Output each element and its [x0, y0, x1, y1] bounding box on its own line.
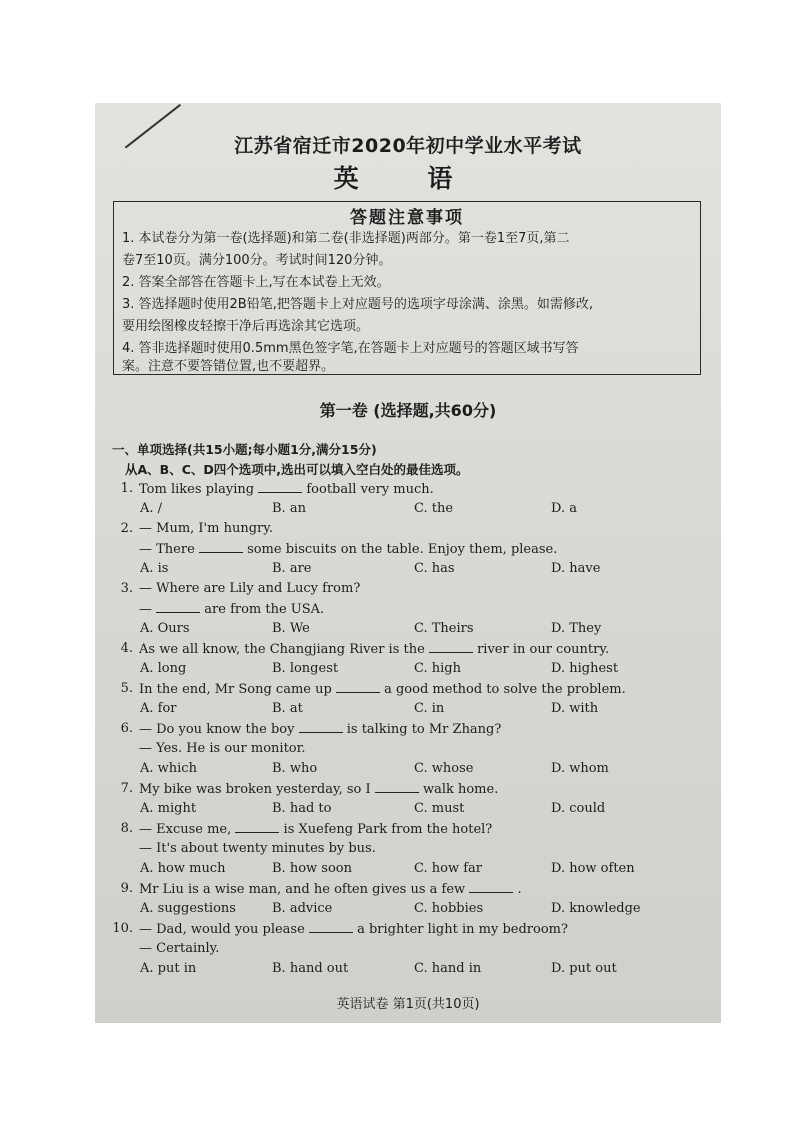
question-text [139, 481, 434, 497]
question-text [139, 541, 557, 557]
answer-blank [258, 481, 302, 493]
question-segment: is talking to Mr Zhang? [346, 722, 502, 737]
section-title: 第一卷 (选择题,共60分) [319, 401, 497, 420]
option-d: D. with [551, 701, 599, 716]
answer-blank [235, 821, 279, 833]
option-d: D. how often [551, 861, 635, 876]
question-text [139, 741, 306, 756]
question-number: 1. [120, 481, 133, 496]
option-b: B. are [272, 561, 312, 576]
notice-line: 2. 答案全部答在答题卡上,写在本试卷上无效。 [122, 275, 390, 290]
question-number: 2. [120, 521, 133, 536]
answer-blank [299, 721, 343, 733]
question-segment: walk home. [422, 782, 499, 797]
question-segment: — There [139, 542, 195, 557]
question-segment: Tom likes playing [139, 482, 255, 497]
question-segment: . [517, 882, 522, 897]
notice-line: 要用绘图橡皮轻擦干净后再选涂其它选项。 [122, 319, 370, 334]
option-c: C. has [414, 561, 455, 576]
option-c: C. hobbies [414, 901, 484, 916]
part-instruction: 从A、B、C、D四个选项中,选出可以填入空白处的最佳选项。 [125, 462, 469, 477]
option-b: B. how soon [272, 861, 352, 876]
option-d: D. They [551, 621, 602, 636]
question-segment: In the end, Mr Song came up [139, 682, 332, 697]
question-segment: — Certainly. [139, 941, 220, 956]
notice-box [113, 201, 701, 375]
question-segment: — It's about twenty minutes by bus. [139, 841, 376, 856]
notice-line: 案。注意不要答错位置,也不要超界。 [122, 359, 335, 374]
question-number: 3. [120, 581, 133, 596]
notice-line: 4. 答非选择题时使用0.5mm黑色签字笔,在答题卡上对应题号的答题区域书写答 [122, 341, 579, 356]
option-d: D. highest [551, 661, 619, 676]
question-segment: — Dad, would you please [139, 922, 305, 937]
question-text [139, 601, 324, 617]
question-text [139, 641, 609, 657]
option-a: A. suggestions [140, 901, 236, 916]
option-a: A. how much [140, 861, 226, 876]
option-d: D. a [551, 501, 577, 516]
question-segment: are from the USA. [204, 602, 325, 617]
option-b: B. We [272, 621, 310, 636]
question-text [139, 881, 522, 897]
notice-line: 3. 答选择题时使用2B铅笔,把答题卡上对应题号的选项字母涂满、涂黑。如需修改, [122, 297, 593, 312]
option-a: A. Ours [140, 621, 190, 636]
option-b: B. longest [272, 661, 339, 676]
option-a: A. which [140, 761, 197, 776]
option-c: C. Theirs [414, 621, 474, 636]
question-text [139, 921, 568, 937]
option-a: A. is [140, 561, 169, 576]
question-text [139, 941, 219, 956]
question-number: 6. [120, 721, 133, 736]
question-number: 8. [120, 821, 133, 836]
option-c: C. whose [414, 761, 474, 776]
answer-blank [469, 881, 513, 893]
answer-blank [336, 681, 380, 693]
question-segment: football very much. [306, 482, 434, 497]
answer-blank [156, 601, 200, 613]
option-b: B. an [272, 501, 306, 516]
option-b: B. advice [272, 901, 333, 916]
answer-blank [309, 921, 353, 933]
notice-line: 1. 本试卷分为第一卷(选择题)和第二卷(非选择题)两部分。第一卷1至7页,第二 [122, 231, 570, 246]
question-segment: some biscuits on the table. Enjoy them, please. [247, 542, 558, 557]
question-segment: a good method to solve the problem. [384, 682, 626, 697]
question-text [139, 521, 273, 536]
question-segment: My bike was broken yesterday, so I [139, 782, 371, 797]
question-number: 7. [120, 781, 133, 796]
question-segment: — [139, 602, 152, 617]
option-b: B. at [272, 701, 303, 716]
option-c: C. the [414, 501, 454, 516]
option-a: A. / [140, 501, 163, 516]
option-b: B. had to [272, 801, 332, 816]
part-heading: 一、单项选择(共15小题;每小题1分,满分15分) [112, 442, 377, 457]
option-d: D. could [551, 801, 606, 816]
question-segment: a brighter light in my bedroom? [357, 922, 568, 937]
question-segment: — Yes. He is our monitor. [139, 741, 306, 756]
question-number: 10. [112, 921, 133, 936]
answer-blank [375, 781, 419, 793]
question-text [139, 821, 492, 837]
option-d: D. put out [551, 961, 617, 976]
question-text [139, 721, 501, 737]
question-segment: — Do you know the boy [139, 722, 295, 737]
option-c: C. high [414, 661, 461, 676]
question-segment: As we all know, the Changjiang River is the [139, 642, 425, 657]
question-segment: — Where are Lily and Lucy from? [139, 581, 361, 596]
option-c: C. in [414, 701, 445, 716]
question-segment: is Xuefeng Park from the hotel? [283, 822, 493, 837]
question-segment: — Excuse me, [139, 822, 232, 837]
question-segment: Mr Liu is a wise man, and he often gives us a few [139, 882, 466, 897]
notice-title: 答题注意事项 [350, 208, 464, 228]
option-d: D. knowledge [551, 901, 641, 916]
option-b: B. who [272, 761, 318, 776]
question-number: 9. [120, 881, 133, 896]
page-footer: 英语试卷 第1页(共10页) [336, 997, 480, 1012]
question-number: 5. [120, 681, 133, 696]
answer-blank [199, 541, 243, 553]
option-a: A. long [140, 661, 187, 676]
question-number: 4. [120, 641, 133, 656]
option-c: C. how far [414, 861, 482, 876]
question-segment: — Mum, I'm hungry. [139, 521, 273, 536]
question-text [139, 681, 626, 697]
question-text [139, 841, 376, 856]
question-segment: river in our country. [477, 642, 610, 657]
option-a: A. for [140, 701, 177, 716]
option-d: D. have [551, 561, 601, 576]
notice-line: 卷7至10页。满分100分。考试时间120分钟。 [122, 253, 392, 268]
answer-blank [429, 641, 473, 653]
exam-subject: 英 语 [333, 164, 483, 193]
question-text [139, 781, 498, 797]
question-text [139, 581, 360, 596]
exam-paper [95, 103, 721, 1023]
option-c: C. must [414, 801, 465, 816]
option-a: A. might [140, 801, 197, 816]
option-d: D. whom [551, 761, 609, 776]
exam-title: 江苏省宿迁市2020年初中学业水平考试 [234, 135, 582, 157]
option-a: A. put in [140, 961, 197, 976]
option-c: C. hand in [414, 961, 482, 976]
option-b: B. hand out [272, 961, 349, 976]
